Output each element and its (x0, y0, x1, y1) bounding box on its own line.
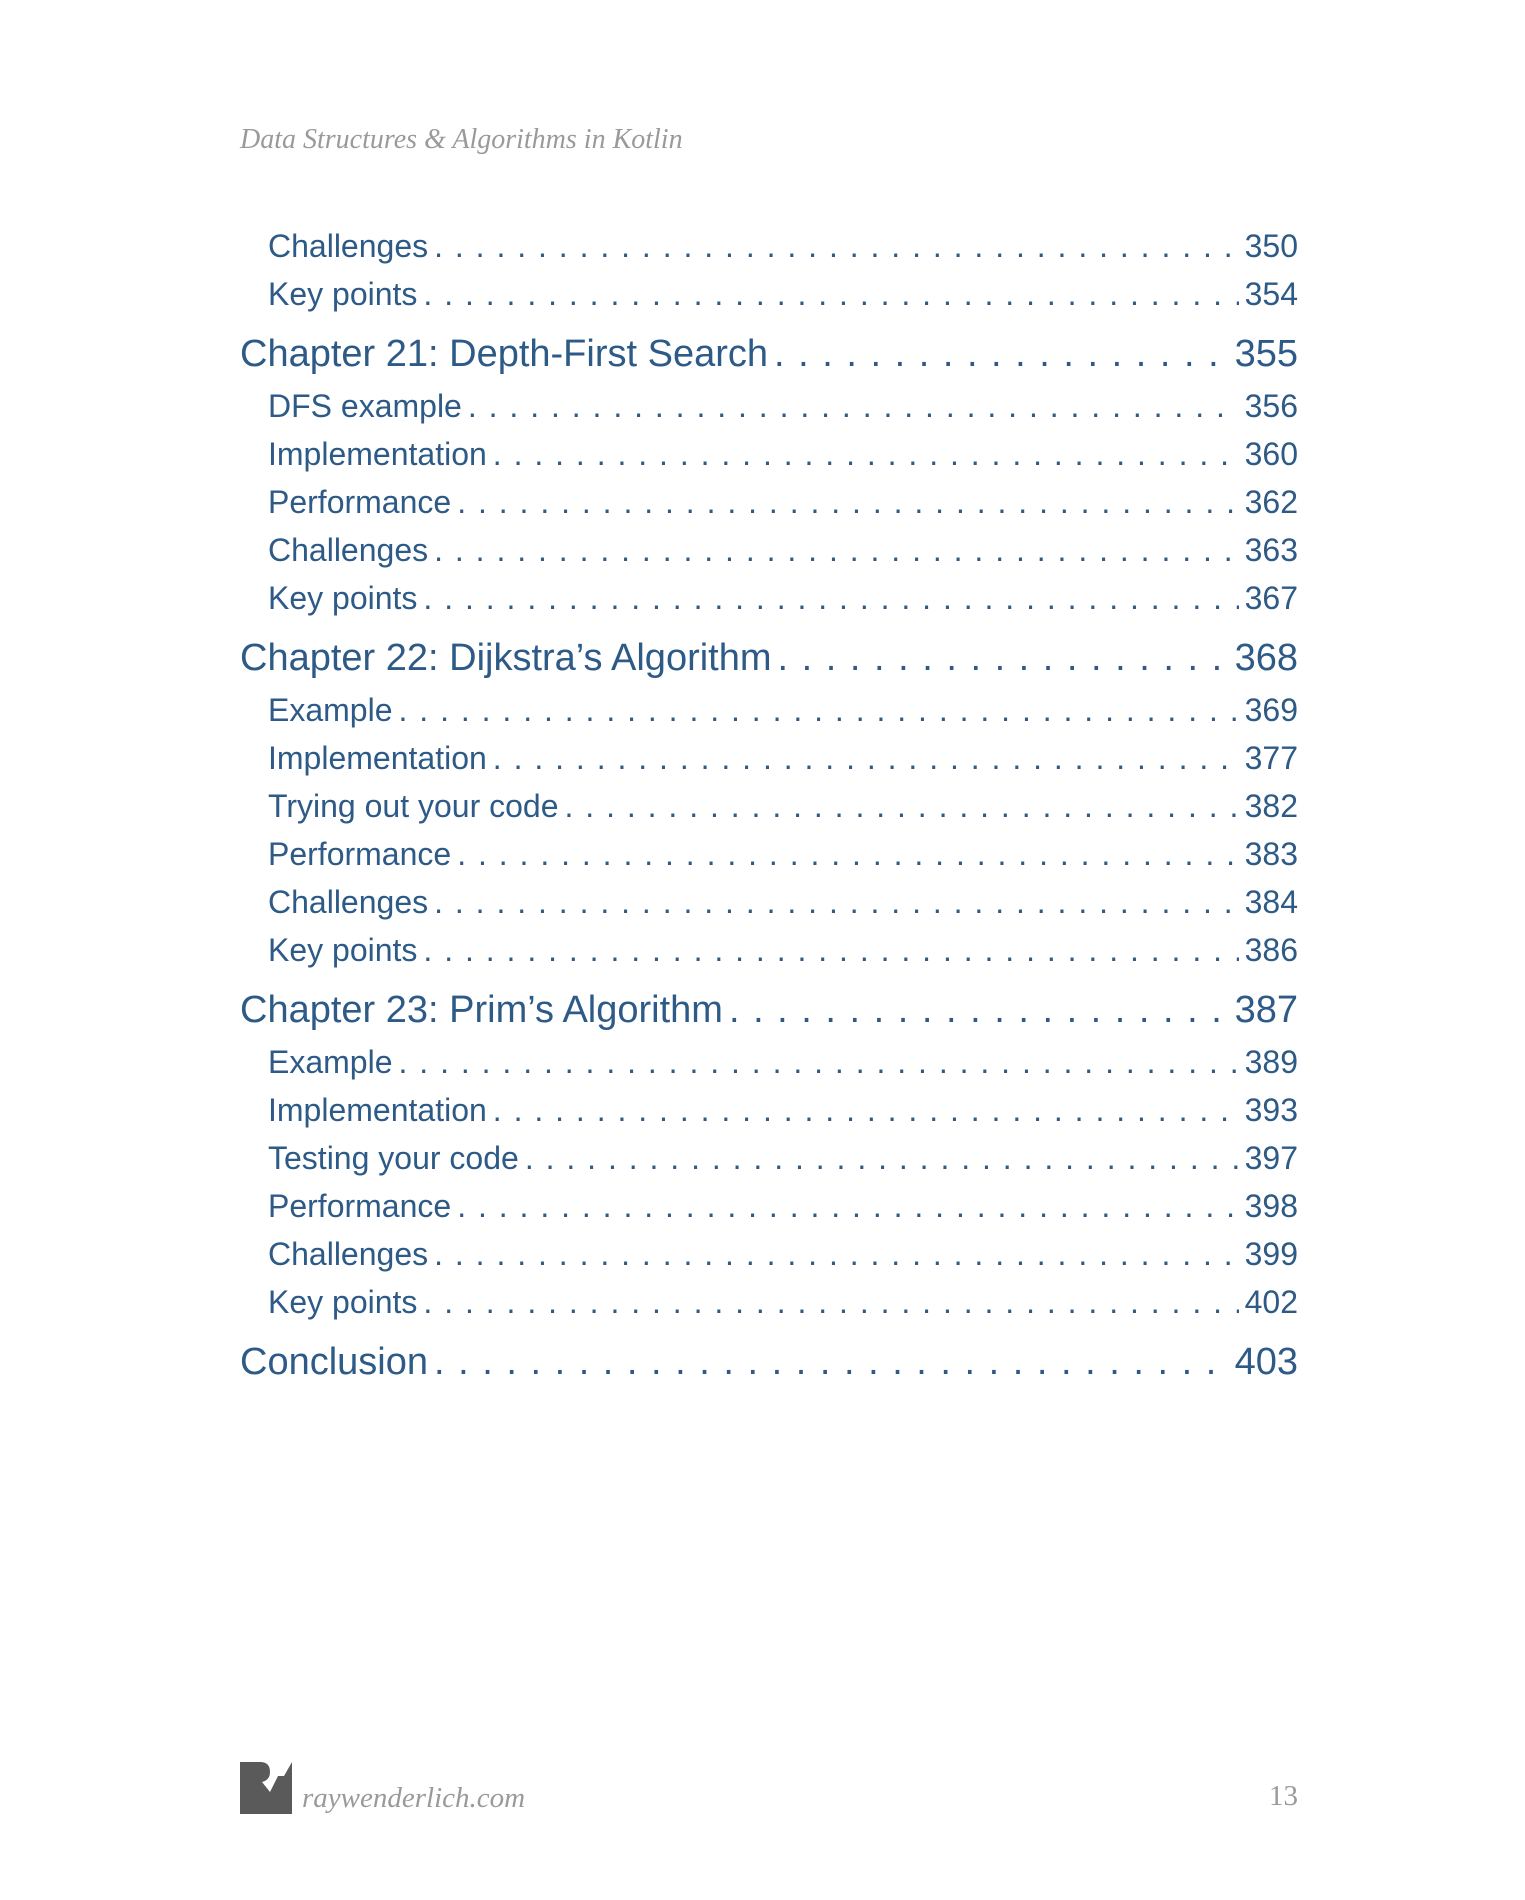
toc-chapter-entry[interactable] (240, 984, 1298, 1036)
toc-entry-page: 384 (1244, 884, 1298, 920)
toc-entry-page: 383 (1244, 836, 1298, 872)
toc-dot-leader (434, 222, 1239, 270)
toc-dot-leader (457, 478, 1238, 526)
toc-dot-leader (457, 830, 1238, 878)
toc-section-entry[interactable] (240, 478, 1298, 526)
toc-entry-page: 403 (1234, 1341, 1298, 1383)
toc-entry-title: Chapter 23: Prim’s Algorithm (240, 989, 723, 1031)
toc-dot-leader (423, 926, 1238, 974)
toc-entry-title: Conclusion (240, 1341, 428, 1383)
toc-entry-title: Key points (268, 580, 418, 616)
toc-dot-leader (493, 1086, 1239, 1134)
toc-dot-leader (457, 1182, 1238, 1230)
toc-entry-page: 398 (1244, 1188, 1298, 1224)
toc-entry-title: Example (268, 1044, 393, 1080)
toc-dot-leader (774, 328, 1229, 380)
toc-entry-page: 393 (1244, 1092, 1298, 1128)
toc-entry-page: 377 (1244, 740, 1298, 776)
toc-entry-page: 362 (1244, 484, 1298, 520)
toc-section-entry[interactable] (240, 830, 1298, 878)
toc-entry-title: Key points (268, 932, 418, 968)
toc-dot-leader (493, 430, 1239, 478)
toc-entry-title: Trying out your code (268, 788, 559, 824)
toc-entry-page: 369 (1244, 692, 1298, 728)
toc-dot-leader (434, 1336, 1229, 1388)
toc-section-entry[interactable] (240, 430, 1298, 478)
running-header: Data Structures & Algorithms in Kotlin (240, 124, 683, 155)
toc-chapter-entry[interactable] (240, 1336, 1298, 1388)
toc-entry-title: Chapter 22: Dijkstra’s Algorithm (240, 637, 772, 679)
toc-section-entry[interactable] (240, 878, 1298, 926)
toc-dot-leader (778, 632, 1229, 684)
toc-entry-title: Performance (268, 484, 452, 520)
toc-section-entry[interactable] (240, 1038, 1298, 1086)
toc-entry-page: 386 (1244, 932, 1298, 968)
toc-section-entry[interactable] (240, 222, 1298, 270)
toc-section-entry[interactable] (240, 734, 1298, 782)
toc-dot-leader (434, 1230, 1239, 1278)
toc-entry-title: Challenges (268, 1236, 429, 1272)
toc-entry-page: 389 (1244, 1044, 1298, 1080)
toc-entry-title: Example (268, 692, 393, 728)
toc-entry-page: 363 (1244, 532, 1298, 568)
toc-dot-leader (423, 1278, 1238, 1326)
toc-entry-title: DFS example (268, 388, 462, 424)
toc-entry-title: Challenges (268, 884, 429, 920)
toc-entry-page: 382 (1244, 788, 1298, 824)
toc-section-entry[interactable] (240, 574, 1298, 622)
toc-section-entry[interactable] (240, 1230, 1298, 1278)
page-number: 13 (1269, 1780, 1298, 1812)
toc-entry-page: 402 (1244, 1284, 1298, 1320)
toc-section-entry[interactable] (240, 926, 1298, 974)
toc-section-entry[interactable] (240, 270, 1298, 318)
toc-dot-leader (423, 574, 1238, 622)
toc-chapter-entry[interactable] (240, 632, 1298, 684)
toc-section-entry[interactable] (240, 686, 1298, 734)
toc-entry-title: Key points (268, 1284, 418, 1320)
toc-section-entry[interactable] (240, 1278, 1298, 1326)
toc-entry-title: Performance (268, 836, 452, 872)
toc-entry-page: 350 (1244, 228, 1298, 264)
toc-entry-page: 355 (1234, 333, 1298, 375)
toc-entry-title: Implementation (268, 740, 487, 776)
toc-dot-leader (565, 782, 1239, 830)
toc-section-entry[interactable] (240, 1134, 1298, 1182)
toc-entry-title: Implementation (268, 1092, 487, 1128)
toc-entry-page: 399 (1244, 1236, 1298, 1272)
toc-entry-page: 368 (1234, 637, 1298, 679)
toc-dot-leader (399, 1038, 1239, 1086)
toc-entry-page: 387 (1234, 989, 1298, 1031)
toc-dot-leader (468, 382, 1239, 430)
footer-site-name: raywenderlich.com (302, 1782, 526, 1814)
toc-dot-leader (493, 734, 1239, 782)
toc-dot-leader (729, 984, 1229, 1036)
table-of-contents (240, 222, 1298, 1390)
toc-entry-title: Testing your code (268, 1140, 519, 1176)
toc-dot-leader (434, 878, 1239, 926)
toc-section-entry[interactable] (240, 1086, 1298, 1134)
toc-section-entry[interactable] (240, 382, 1298, 430)
toc-entry-page: 367 (1244, 580, 1298, 616)
toc-dot-leader (423, 270, 1238, 318)
toc-section-entry[interactable] (240, 1182, 1298, 1230)
toc-entry-page: 354 (1244, 276, 1298, 312)
toc-section-entry[interactable] (240, 782, 1298, 830)
toc-dot-leader (399, 686, 1239, 734)
toc-entry-title: Challenges (268, 532, 429, 568)
toc-entry-title: Performance (268, 1188, 452, 1224)
toc-entry-page: 397 (1244, 1140, 1298, 1176)
toc-dot-leader (525, 1134, 1239, 1182)
toc-entry-page: 356 (1244, 388, 1298, 424)
toc-section-entry[interactable] (240, 526, 1298, 574)
toc-entry-title: Implementation (268, 436, 487, 472)
toc-entry-title: Challenges (268, 228, 429, 264)
toc-entry-title: Key points (268, 276, 418, 312)
toc-entry-title: Chapter 21: Depth-First Search (240, 333, 769, 375)
raywenderlich-logo-icon (240, 1762, 292, 1814)
toc-chapter-entry[interactable] (240, 328, 1298, 380)
toc-dot-leader (434, 526, 1239, 574)
toc-entry-page: 360 (1244, 436, 1298, 472)
